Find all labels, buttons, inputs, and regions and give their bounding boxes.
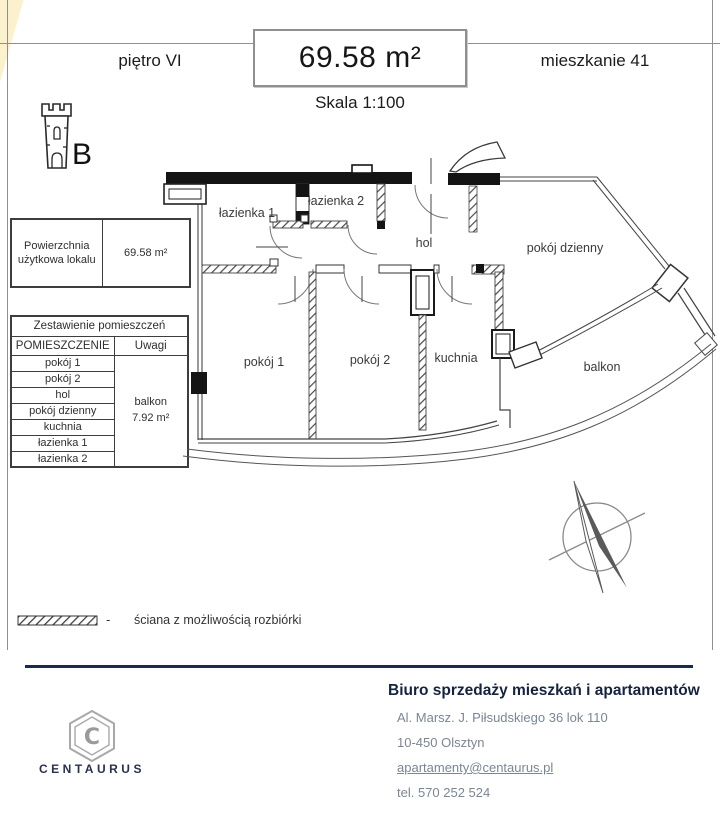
- room-label-balcony: balkon: [583, 360, 621, 374]
- page-border-left: [7, 0, 8, 650]
- notes-col-header: Uwagi: [114, 336, 188, 355]
- usable-area-label: Powierzchnia użytkowa lokalu: [11, 219, 102, 287]
- wall-top: [166, 172, 412, 184]
- room-row: pokój dzienny: [11, 403, 114, 419]
- address-line-1: Al. Marsz. J. Piłsudskiego 36 lok 110: [397, 710, 608, 725]
- room-label-hall: hol: [415, 236, 433, 250]
- email-link[interactable]: apartamenty@centaurus.pl: [397, 760, 554, 775]
- wall-top-right: [448, 173, 500, 185]
- email-line: [397, 760, 553, 775]
- room-label-kitchen: kuchnia: [434, 351, 478, 365]
- footer-rule: [25, 665, 693, 668]
- room-label-bathroom2: łazienka 2: [307, 194, 365, 208]
- balcony-note-label: balkon: [134, 395, 167, 408]
- room-row: kuchnia: [11, 419, 114, 435]
- building-letter: B: [72, 138, 93, 171]
- compass-icon: [549, 481, 645, 593]
- total-area-value: 69.58 m²: [298, 41, 422, 74]
- floor-label: piętro VI: [118, 51, 182, 70]
- rooms-col-header: POMIESZCZENIE: [11, 336, 114, 355]
- entry-door-swing: [450, 142, 505, 172]
- balcony-note-area: 7.92 m²: [132, 411, 170, 424]
- scale-label: Skala 1:100: [315, 93, 405, 112]
- room-label-living-room: pokój dzienny: [526, 241, 604, 255]
- sales-office-title: Biuro sprzedaży mieszkań i apartamentów: [388, 682, 700, 699]
- rooms-table-title: Zestawienie pomieszczeń: [11, 316, 188, 336]
- room-label-bathroom1: łazienka 1: [218, 206, 276, 220]
- brand-name: CENTAURUS: [39, 762, 145, 776]
- legend-dash: -: [106, 612, 111, 627]
- wall-room2-kitchen: [419, 315, 426, 430]
- centaurus-logo-icon: [66, 710, 118, 762]
- usable-area-value: 69.58 m²: [102, 219, 190, 287]
- legend-label: ściana z możliwością rozbiórki: [134, 613, 302, 627]
- room-label-room2: pokój 2: [349, 353, 391, 367]
- phone-line: tel. 570 252 524: [397, 785, 491, 800]
- wall-pillar: [191, 372, 207, 394]
- room-row: pokój 2: [11, 371, 114, 387]
- total-area-box: [253, 29, 467, 87]
- room-row: pokój 1: [11, 355, 114, 371]
- apartment-label: mieszkanie 41: [540, 51, 650, 70]
- balcony-door: [652, 264, 688, 301]
- svg-text:C: C: [83, 725, 101, 750]
- room-label-room1: pokój 1: [243, 355, 285, 369]
- wall-room1-room2: [309, 272, 316, 439]
- room-row: łazienka 1: [11, 435, 114, 451]
- scan-corner-artifact: [0, 0, 31, 98]
- room-row: łazienka 2: [11, 451, 114, 467]
- room-row: hol: [11, 387, 114, 403]
- demolition-wall-legend-swatch: [14, 612, 114, 630]
- address-line-2: 10-450 Olsztyn: [397, 735, 485, 750]
